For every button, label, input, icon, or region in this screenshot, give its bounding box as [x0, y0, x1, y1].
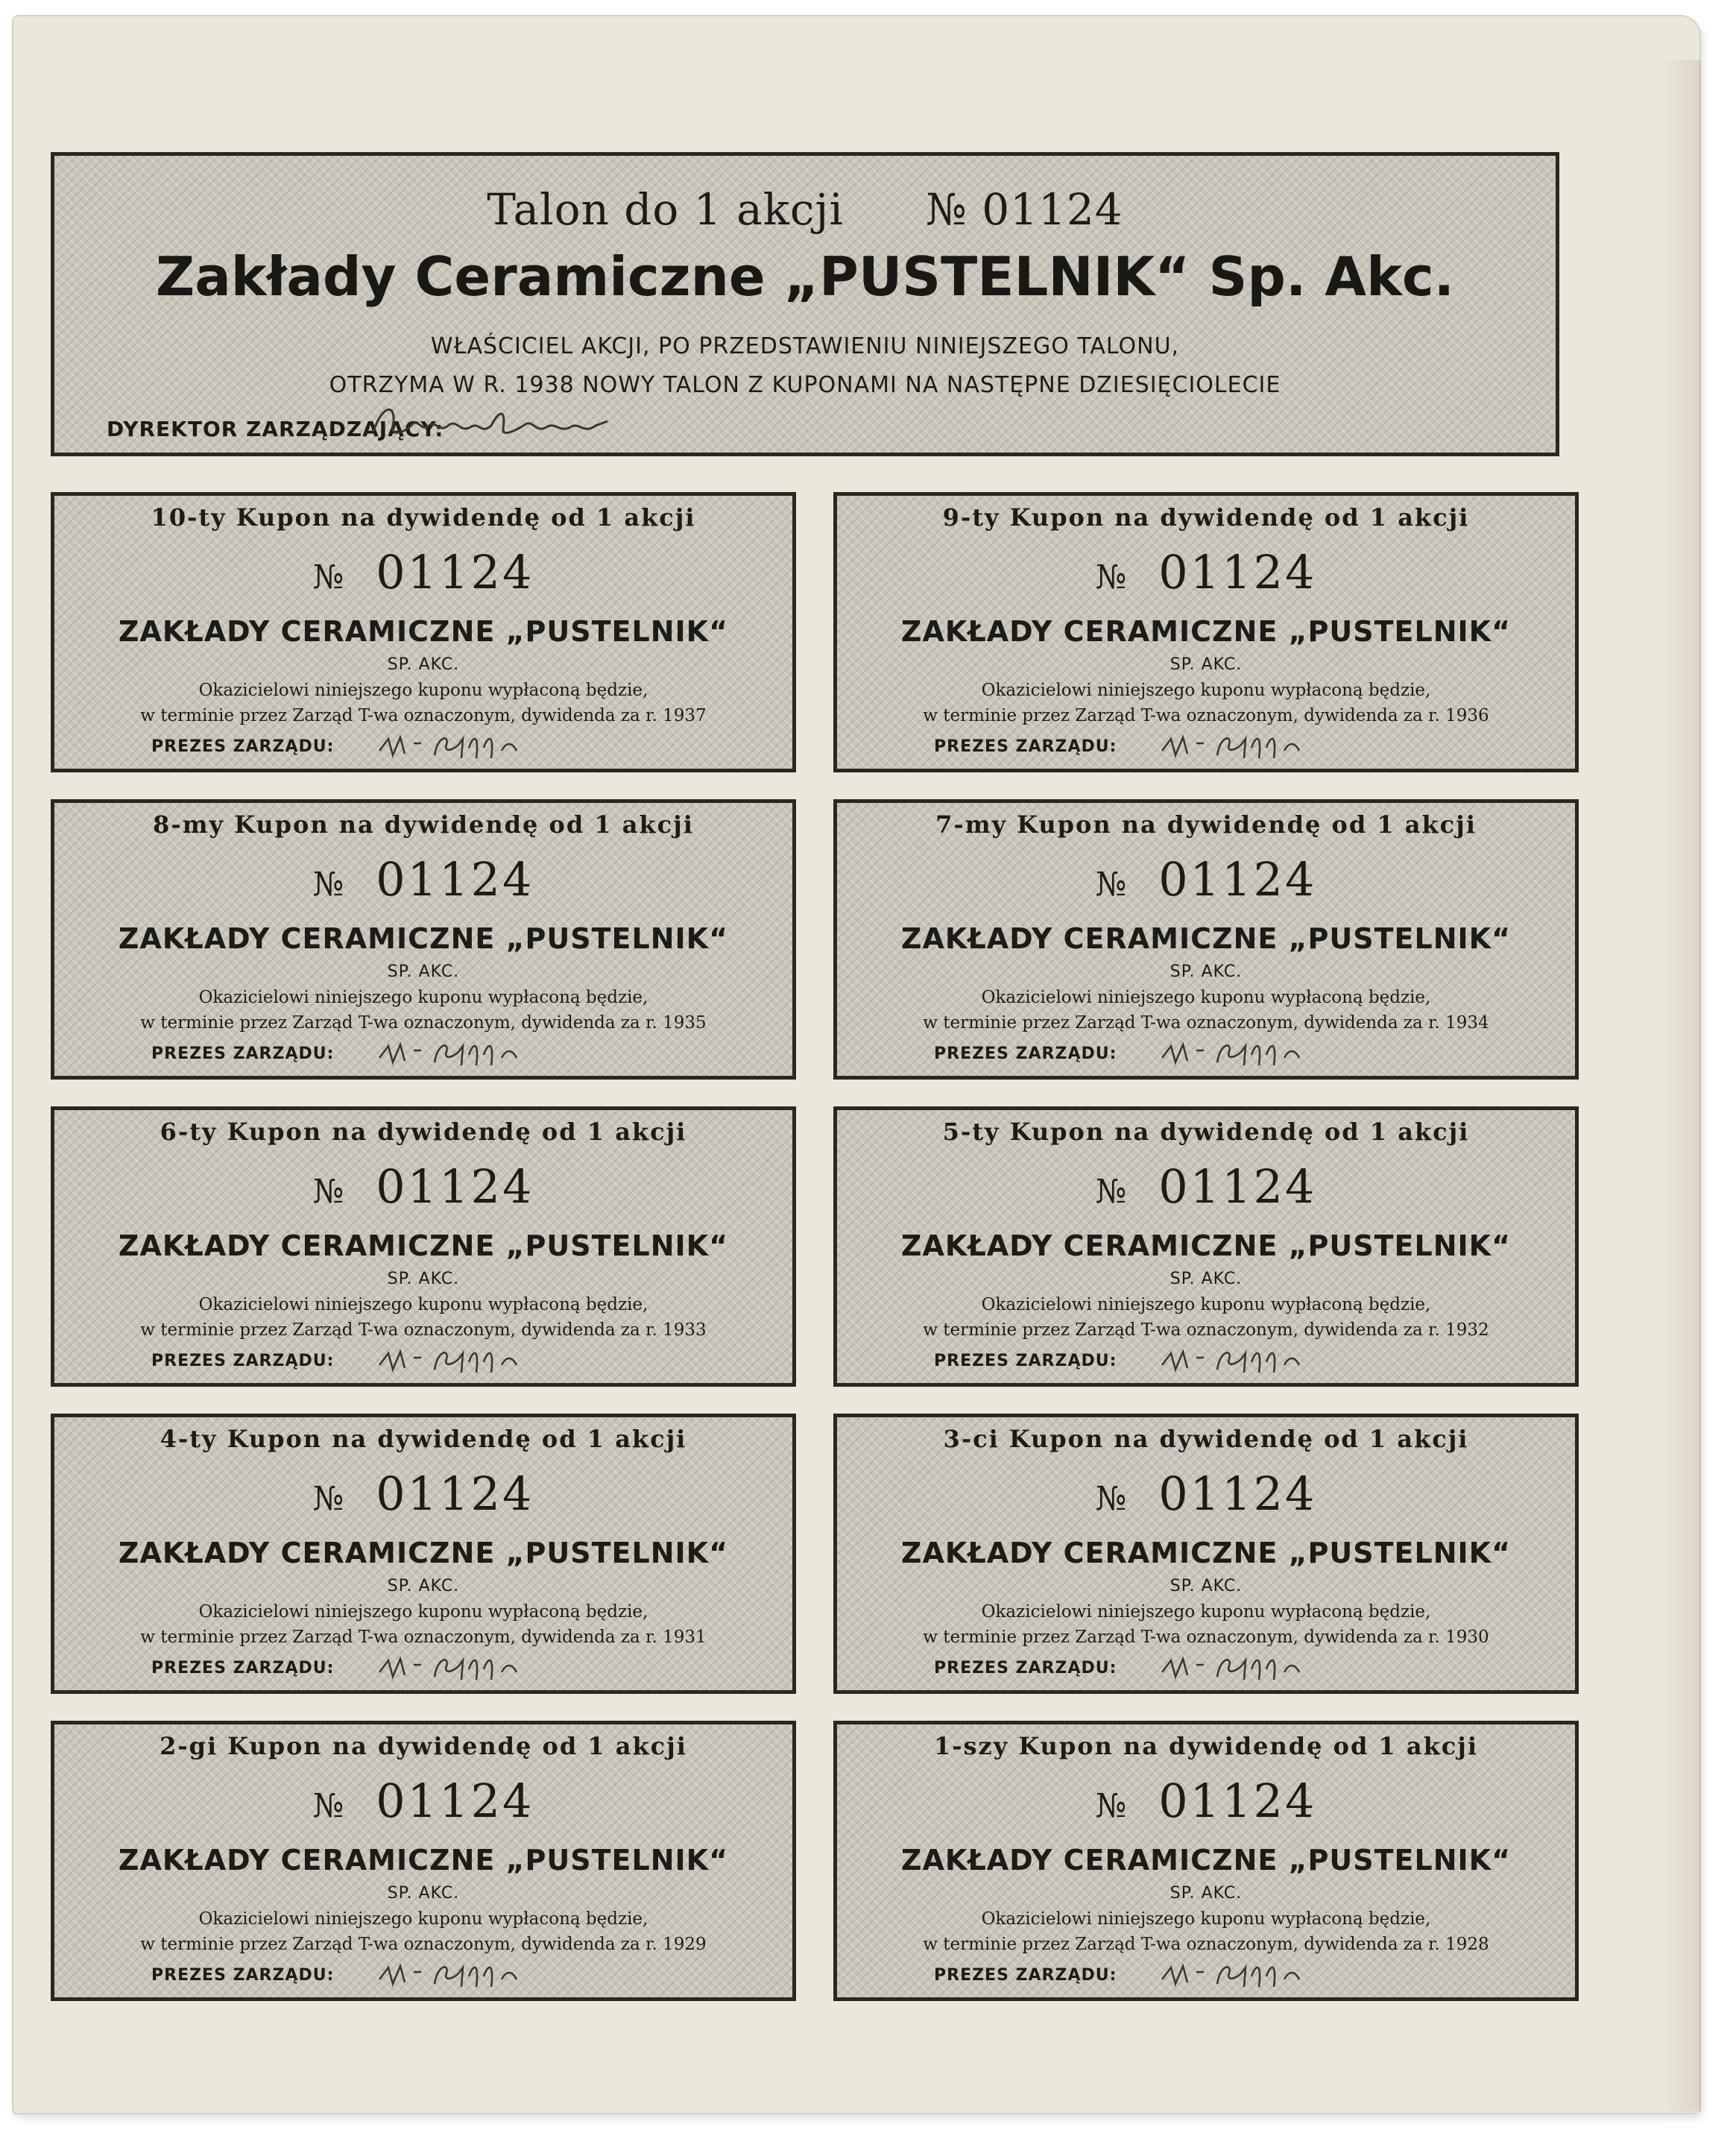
coupon-sp-akc: SP. AKC.	[387, 963, 460, 981]
coupon-text-2	[837, 1320, 1575, 1340]
coupon-number-line	[54, 1774, 792, 1828]
coupon-text-2	[837, 1013, 1575, 1033]
coupon-1	[51, 492, 796, 772]
coupon-sp-akc: SP. AKC.	[1170, 963, 1243, 981]
coupon-number-line	[837, 1466, 1575, 1521]
president-label: PREZES ZARZĄDU:	[151, 1352, 335, 1370]
coupon-text-2-prefix: w terminie przez Zarząd T-wa oznaczonym, dywidenda za r.	[140, 1935, 657, 1954]
coupon-9	[51, 1721, 796, 2001]
talon-title: Talon do 1 akcji	[487, 184, 844, 235]
coupon-text-1: Okazicielowi niniejszego kuponu wypłaconą będzie,	[198, 1295, 648, 1314]
coupon-header: 8-my Kupon na dywidendę od 1 akcji	[153, 810, 694, 839]
coupon-sp-akc: SP. AKC.	[1170, 1577, 1243, 1595]
coupon-header: 9-ty Kupon na dywidendę od 1 akcji	[942, 503, 1470, 532]
president-label: PREZES ZARZĄDU:	[934, 1045, 1117, 1063]
coupon-text-1: Okazicielowi niniejszego kuponu wypłaconą będzie,	[981, 1295, 1431, 1314]
coupon-text-2-prefix: w terminie przez Zarząd T-wa oznaczonym, dywidenda za r.	[923, 1628, 1440, 1647]
coupon-company: ZAKŁADY CERAMICZNE „PUSTELNIK“	[900, 1229, 1512, 1262]
coupon-year: 1934	[1445, 1013, 1489, 1033]
coupon-company: ZAKŁADY CERAMICZNE „PUSTELNIK“	[118, 1229, 729, 1262]
coupon-header: 2-gi Kupon na dywidendę od 1 akcji	[160, 1732, 687, 1760]
coupon-number: 01124	[376, 852, 534, 907]
coupon-text-2	[837, 1628, 1575, 1647]
coupon-number: 01124	[1158, 1774, 1317, 1828]
president-signature	[375, 1036, 524, 1073]
coupon-company: ZAKŁADY CERAMICZNE „PUSTELNIK“	[900, 615, 1512, 648]
coupon-number: 01124	[1158, 545, 1317, 599]
coupon-5	[51, 1106, 796, 1387]
coupon-sp-akc: SP. AKC.	[387, 1270, 460, 1288]
coupon-year: 1937	[663, 706, 707, 725]
coupon-text-1: Okazicielowi niniejszego kuponu wypłaconą będzie,	[981, 1602, 1431, 1622]
director-signature	[367, 396, 613, 448]
coupon-year: 1935	[663, 1013, 707, 1033]
sheet-edge	[1667, 60, 1701, 2111]
coupon-number-label: №	[312, 1787, 347, 1825]
coupon-text-2-prefix: w terminie przez Zarząd T-wa oznaczonym, dywidenda za r.	[140, 1628, 657, 1647]
coupon-year: 1932	[1445, 1320, 1489, 1340]
coupon-number-label: №	[1095, 1787, 1129, 1825]
coupon-header: 5-ty Kupon na dywidendę od 1 akcji	[942, 1118, 1470, 1146]
coupon-text-2	[54, 1935, 792, 1954]
president-signature	[1158, 1957, 1307, 1994]
coupon-number-line	[837, 1159, 1575, 1214]
coupon-number-label: №	[312, 558, 347, 596]
coupon-4	[833, 799, 1579, 1080]
coupon-text-1: Okazicielowi niniejszego kuponu wypłaconą będzie,	[198, 1909, 648, 1929]
coupon-company: ZAKŁADY CERAMICZNE „PUSTELNIK“	[118, 1537, 729, 1569]
coupon-text-1: Okazicielowi niniejszego kuponu wypłaconą będzie,	[198, 988, 648, 1007]
coupon-3	[51, 799, 796, 1080]
coupon-number: 01124	[376, 545, 534, 599]
coupon-10	[833, 1721, 1579, 2001]
coupon-6	[833, 1106, 1579, 1387]
coupon-number: 01124	[376, 1159, 534, 1214]
president-signature	[375, 1957, 524, 1994]
coupon-number-line	[54, 852, 792, 907]
talon-number-label: №	[925, 184, 968, 235]
coupon-year: 1936	[1445, 706, 1489, 725]
president-signature	[375, 728, 524, 766]
coupon-text-2-prefix: w terminie przez Zarząd T-wa oznaczonym, dywidenda za r.	[923, 1320, 1440, 1340]
coupon-company: ZAKŁADY CERAMICZNE „PUSTELNIK“	[900, 1537, 1512, 1569]
coupon-company: ZAKŁADY CERAMICZNE „PUSTELNIK“	[900, 922, 1512, 955]
coupon-year: 1929	[663, 1935, 707, 1954]
coupon-number-line	[54, 545, 792, 599]
president-label: PREZES ZARZĄDU:	[934, 1352, 1117, 1370]
coupon-sp-akc: SP. AKC.	[387, 1884, 460, 1903]
coupon-text-2	[837, 706, 1575, 725]
coupon-sp-akc: SP. AKC.	[1170, 655, 1243, 674]
coupon-text-2-prefix: w terminie przez Zarząd T-wa oznaczonym, dywidenda za r.	[140, 706, 657, 725]
coupon-number-line	[837, 1774, 1575, 1828]
president-label: PREZES ZARZĄDU:	[151, 1659, 335, 1677]
coupon-year: 1930	[1445, 1628, 1489, 1647]
coupon-number: 01124	[1158, 1159, 1317, 1214]
coupon-8	[833, 1414, 1579, 1694]
president-signature	[375, 1343, 524, 1380]
talon-company-name: Zakłady Ceramiczne „PUSTELNIK“ Sp. Akc.	[156, 245, 1454, 308]
coupon-number-label: №	[1095, 558, 1129, 596]
president-label: PREZES ZARZĄDU:	[934, 737, 1117, 756]
coupon-number: 01124	[1158, 1466, 1317, 1521]
coupon-7	[51, 1414, 796, 1694]
president-signature	[375, 1650, 524, 1687]
president-label: PREZES ZARZĄDU:	[151, 737, 335, 756]
coupon-year: 1928	[1445, 1935, 1489, 1954]
coupon-company: ZAKŁADY CERAMICZNE „PUSTELNIK“	[118, 922, 729, 955]
coupon-text-2-prefix: w terminie przez Zarząd T-wa oznaczonym, dywidenda za r.	[140, 1320, 657, 1340]
coupon-company: ZAKŁADY CERAMICZNE „PUSTELNIK“	[118, 615, 729, 648]
president-signature	[1158, 1036, 1307, 1073]
coupon-header: 3-ci Kupon na dywidendę od 1 akcji	[943, 1425, 1469, 1453]
president-label: PREZES ZARZĄDU:	[151, 1045, 335, 1063]
coupon-company: ZAKŁADY CERAMICZNE „PUSTELNIK“	[118, 1844, 729, 1877]
coupon-text-2	[54, 706, 792, 725]
coupon-number-label: №	[312, 866, 347, 904]
talon-text-line-2: OTRZYMA W R. 1938 NOWY TALON Z KUPONAMI NA NASTĘPNE DZIESIĘCIOLECIE	[329, 372, 1281, 398]
coupon-number-line	[837, 852, 1575, 907]
coupon-number-label: №	[312, 1480, 347, 1518]
president-signature	[1158, 1650, 1307, 1687]
coupon-text-1: Okazicielowi niniejszego kuponu wypłaconą będzie,	[198, 1602, 648, 1622]
coupon-2	[833, 492, 1579, 772]
president-label: PREZES ZARZĄDU:	[151, 1966, 335, 1985]
coupon-number-line	[54, 1466, 792, 1521]
coupon-text-1: Okazicielowi niniejszego kuponu wypłaconą będzie,	[198, 681, 648, 700]
coupon-header: 1-szy Kupon na dywidendę od 1 akcji	[933, 1732, 1479, 1760]
coupon-text-2-prefix: w terminie przez Zarząd T-wa oznaczonym, dywidenda za r.	[923, 1013, 1440, 1033]
coupon-text-2	[54, 1320, 792, 1340]
director-label: DYREKTOR ZARZĄDZAJĄCY:	[107, 417, 444, 441]
coupon-text-2-prefix: w terminie przez Zarząd T-wa oznaczonym, dywidenda za r.	[923, 1935, 1440, 1954]
coupon-number-label: №	[1095, 1173, 1129, 1211]
coupon-number-label: №	[1095, 1480, 1129, 1518]
president-label: PREZES ZARZĄDU:	[934, 1659, 1117, 1677]
coupon-number: 01124	[1158, 852, 1317, 907]
coupon-number-line	[837, 545, 1575, 599]
coupon-sp-akc: SP. AKC.	[1170, 1270, 1243, 1288]
coupon-header: 6-ty Kupon na dywidendę od 1 akcji	[160, 1118, 687, 1146]
talon-text-line-1: WŁAŚCICIEL AKCJI, PO PRZEDSTAWIENIU NINIEJSZEGO TALONU,	[430, 333, 1180, 359]
talon-number: 01124	[982, 184, 1123, 235]
coupon-number: 01124	[376, 1466, 534, 1521]
president-label: PREZES ZARZĄDU:	[934, 1966, 1117, 1985]
coupon-sp-akc: SP. AKC.	[387, 1577, 460, 1595]
coupon-number-label: №	[1095, 866, 1129, 904]
coupon-header: 7-my Kupon na dywidendę od 1 akcji	[935, 810, 1477, 839]
talon-block	[51, 152, 1559, 456]
coupon-year: 1933	[663, 1320, 707, 1340]
coupon-text-1: Okazicielowi niniejszego kuponu wypłaconą będzie,	[981, 988, 1431, 1007]
coupon-text-2	[54, 1628, 792, 1647]
coupon-company: ZAKŁADY CERAMICZNE „PUSTELNIK“	[900, 1844, 1512, 1877]
coupon-text-2	[837, 1935, 1575, 1954]
coupon-text-2-prefix: w terminie przez Zarząd T-wa oznaczonym, dywidenda za r.	[140, 1013, 657, 1033]
coupon-number-line	[54, 1159, 792, 1214]
coupon-text-2-prefix: w terminie przez Zarząd T-wa oznaczonym, dywidenda za r.	[923, 706, 1440, 725]
coupon-header: 4-ty Kupon na dywidendę od 1 akcji	[160, 1425, 687, 1453]
talon-title-line	[54, 184, 1556, 235]
coupon-number: 01124	[376, 1774, 534, 1828]
president-signature	[1158, 1343, 1307, 1380]
coupon-number-label: №	[312, 1173, 347, 1211]
president-signature	[1158, 728, 1307, 766]
coupon-year: 1931	[663, 1628, 707, 1647]
coupon-text-1: Okazicielowi niniejszego kuponu wypłaconą będzie,	[981, 1909, 1431, 1929]
coupon-text-1: Okazicielowi niniejszego kuponu wypłaconą będzie,	[981, 681, 1431, 700]
coupon-sp-akc: SP. AKC.	[1170, 1884, 1243, 1903]
coupon-sp-akc: SP. AKC.	[387, 655, 460, 674]
coupon-text-2	[54, 1013, 792, 1033]
coupon-header: 10-ty Kupon na dywidendę od 1 akcji	[151, 503, 696, 532]
